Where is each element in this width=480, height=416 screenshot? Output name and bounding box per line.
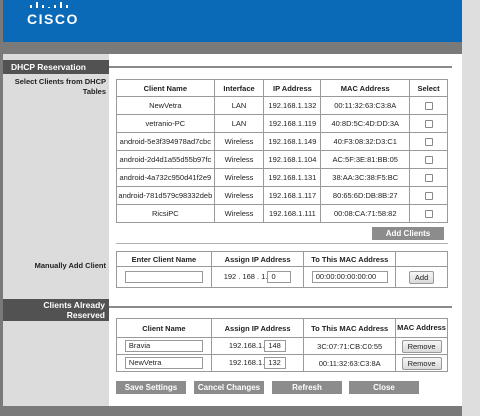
right-scroll-area <box>462 0 480 416</box>
col-to-mac: To This MAC Address <box>304 319 396 338</box>
cell-name: android-781d579c98332deb <box>117 187 215 205</box>
cell-interface: Wireless <box>214 187 264 205</box>
section-dhcp-reservation: DHCP Reservation <box>3 60 109 74</box>
cell-name: android-4a732c950d41f2e9 <box>117 169 215 187</box>
cell-select <box>410 169 448 187</box>
cell-interface: Wireless <box>214 151 264 169</box>
cell-name: RicsiPC <box>117 205 215 223</box>
cell-mac: 00:11:32:63:C3:8A <box>304 355 396 372</box>
save-settings-button[interactable]: Save Settings <box>116 381 186 394</box>
add-button[interactable]: Add <box>409 271 434 284</box>
select-checkbox[interactable] <box>425 138 433 146</box>
select-checkbox[interactable] <box>425 120 433 128</box>
cell-ip: 192.168.1.132 <box>264 97 321 115</box>
cisco-bars-icon <box>30 2 68 8</box>
col-assign-ip: Assign IP Address <box>211 252 303 267</box>
col-enter-client-name: Enter Client Name <box>117 252 212 267</box>
cell-interface: Wireless <box>214 133 264 151</box>
manual-add-row <box>117 267 448 288</box>
cell-select <box>410 133 448 151</box>
manual-add-table <box>116 251 448 288</box>
col-to-mac: To This MAC Address <box>304 252 396 267</box>
table-row <box>117 205 448 223</box>
col-interface: Interface <box>214 80 264 97</box>
left-label-column <box>3 54 109 406</box>
cell-interface: Wireless <box>214 169 264 187</box>
reserved-ip-last-input[interactable]: 132 <box>264 357 286 369</box>
cell-ip: 192.168.1.149 <box>264 133 321 151</box>
ip-prefix: 192.168.1. <box>228 357 265 367</box>
cell-select <box>410 187 448 205</box>
cell-select <box>410 205 448 223</box>
select-checkbox[interactable] <box>425 102 433 110</box>
select-clients-label: Select Clients from DHCP Tables <box>14 77 106 96</box>
cisco-logo <box>27 2 87 32</box>
cell-select <box>410 97 448 115</box>
col-mac-address: MAC Address <box>396 319 448 338</box>
table-row <box>117 151 448 169</box>
cancel-changes-button[interactable]: Cancel Changes <box>194 381 264 394</box>
table-row <box>117 187 448 205</box>
cell-select <box>410 115 448 133</box>
reserved-ip-last-input[interactable]: 148 <box>264 340 286 352</box>
table-row <box>117 115 448 133</box>
cell-interface: Wireless <box>214 205 264 223</box>
reserved-clients-table <box>116 318 448 372</box>
cell-ip: 192.168.1.131 <box>264 169 321 187</box>
cell-ip: 192.168.1.104 <box>264 151 321 169</box>
ip-last-octet-input[interactable]: 0 <box>267 271 291 283</box>
select-checkbox[interactable] <box>425 156 433 164</box>
reserved-name-input[interactable]: NewVetra <box>125 357 203 369</box>
cell-name: NewVetra <box>117 97 215 115</box>
logo-text: CISCO <box>27 11 79 27</box>
select-checkbox[interactable] <box>425 192 433 200</box>
cell-mac: AC:5F:3E:81:BB:05 <box>321 151 410 169</box>
manually-add-label: Manually Add Client <box>34 261 106 270</box>
header-bar <box>3 0 462 42</box>
remove-button[interactable]: Remove <box>402 357 442 370</box>
cell-mac: 38:AA:3C:38:F5:BC <box>321 169 410 187</box>
cell-ip: 192.168.1.119 <box>264 115 321 133</box>
close-button[interactable]: Close <box>349 381 419 394</box>
table-row <box>117 169 448 187</box>
main-content <box>3 54 462 406</box>
cell-ip: 192.168.1.111 <box>264 205 321 223</box>
col-client-name: Client Name <box>117 80 215 97</box>
cell-mac: 00:08:CA:71:58:82 <box>321 205 410 223</box>
cell-ip: 192.168.1.117 <box>264 187 321 205</box>
client-name-input[interactable] <box>125 271 203 283</box>
cell-interface: LAN <box>214 115 264 133</box>
table-row <box>117 133 448 151</box>
col-action <box>396 252 448 267</box>
table-row <box>117 97 448 115</box>
cell-name: vetranio-PC <box>117 115 215 133</box>
cell-name: android-2d4d1a55d55b97fc <box>117 151 215 169</box>
select-checkbox[interactable] <box>425 174 433 182</box>
cell-mac: 80:65:6D:DB:8B:27 <box>321 187 410 205</box>
cell-mac: 00:11:32:63:C3:8A <box>321 97 410 115</box>
col-ip: IP Address <box>264 80 321 97</box>
cell-select <box>410 151 448 169</box>
col-mac: MAC Address <box>321 80 410 97</box>
mac-address-input[interactable]: 00:00:00:00:00:00 <box>312 271 388 283</box>
ip-prefix: 192.168.1. <box>228 340 265 350</box>
col-client-name: Client Name <box>117 319 212 338</box>
remove-button[interactable]: Remove <box>402 340 442 353</box>
col-assign-ip: Assign IP Address <box>211 319 303 338</box>
dhcp-clients-table <box>116 79 448 223</box>
divider <box>116 243 448 244</box>
section-clients-reserved: Clients Already Reserved <box>3 299 109 321</box>
cell-mac: 40:8D:5C:4D:DD:3A <box>321 115 410 133</box>
section-rule <box>109 66 452 68</box>
select-checkbox[interactable] <box>425 210 433 218</box>
reserved-name-input[interactable]: Bravia <box>125 340 203 352</box>
col-select: Select <box>410 80 448 97</box>
ip-prefix: 192 . 168 . 1. <box>223 271 268 281</box>
cell-name: android-5e3f394978ad7cbc <box>117 133 215 151</box>
add-clients-button[interactable]: Add Clients <box>372 227 444 240</box>
section-rule <box>109 306 452 308</box>
table-row <box>117 338 448 355</box>
table-row <box>117 355 448 372</box>
refresh-button[interactable]: Refresh <box>272 381 342 394</box>
cell-interface: LAN <box>214 97 264 115</box>
cell-mac: 40:F3:08:32:D3:C1 <box>321 133 410 151</box>
cell-mac: 3C:07:71:CB:C0:55 <box>304 338 396 355</box>
